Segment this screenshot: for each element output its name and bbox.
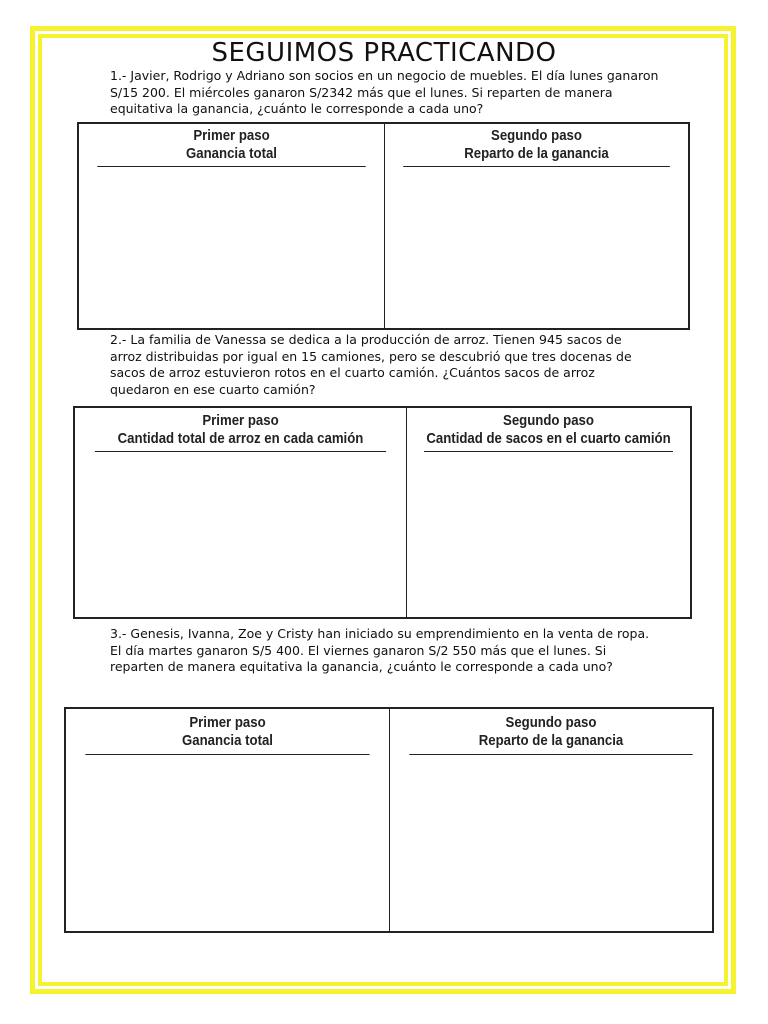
problem-1-col-2 — [384, 124, 688, 328]
problem-2-col-1-answer-area[interactable] — [75, 452, 406, 617]
problem-3-col-1-header — [85, 709, 369, 755]
problem-1-col-2-step: Segundo paso — [491, 127, 582, 144]
problem-3-col-2-label: Reparto de la ganancia — [478, 731, 624, 749]
problem-3-text: 3.- Genesis, Ivanna, Zoe y Cristy han iniciado su emprendimiento en la venta de ropa. El día martes ganaron S/5 400. El viernes ganaron S/2 550 más que el lunes. Si reparten de manera equitativa la ganancia, ¿cuánto le corresponde a cada uno? — [110, 626, 650, 674]
problem-1-text: 1.- Javier, Rodrigo y Adriano son socios en un negocio de muebles. El día lunes ganaron S/15 200. El miércoles ganaron S/2342 más que el lunes. Si reparten de manera equitativa la ganancia, ¿cuánto le corresponde a cada uno? — [110, 68, 659, 116]
problem-1-table — [77, 122, 690, 330]
problem-2-text: 2.- La familia de Vanessa se dedica a la producción de arroz. Tienen 945 sacos de arroz distribuidas por igual en 15 camiones, pero se descubrió que tres docenas de sacos de arroz estuvieron rotos en el cuarto camión. ¿Cuántos sacos de arroz quedaron en ese cuarto camión? — [110, 332, 632, 397]
problem-3-col-1-label: Ganancia total — [182, 731, 273, 749]
problem-3-col-2 — [389, 709, 712, 931]
problem-2-col-1-label: Cantidad total de arroz en cada camión — [117, 429, 364, 447]
problem-3-col-1-answer-area[interactable] — [66, 755, 389, 931]
problem-2-col-2-header — [424, 408, 673, 452]
problem-2-col-2-step: Segundo paso — [503, 411, 594, 429]
problem-1-col-2-header — [403, 124, 670, 167]
problem-2-table — [73, 406, 692, 619]
problem-3-col-1-step: Primer paso — [189, 713, 266, 731]
problem-2-col-2 — [406, 408, 690, 617]
problem-2-col-1-step: Primer paso — [202, 411, 279, 429]
problem-3-col-1 — [66, 709, 389, 931]
problem-3-col-2-header — [409, 709, 692, 755]
problem-1-col-2-answer-area[interactable] — [385, 167, 688, 328]
problem-2-col-1-header — [95, 408, 386, 452]
problem-1-col-1-answer-area[interactable] — [79, 167, 384, 328]
problem-1-col-2-label: Reparto de la ganancia — [464, 145, 609, 162]
problem-1-col-1-header — [97, 124, 365, 167]
problem-2-col-2-answer-area[interactable] — [407, 452, 690, 617]
problem-3-table — [64, 707, 714, 933]
problem-1-col-1-label: Ganancia total — [186, 145, 277, 162]
problem-2-col-2-label: Cantidad de sacos en el cuarto camión — [426, 429, 671, 447]
problem-3-col-2-step: Segundo paso — [505, 713, 597, 731]
problem-1-col-1 — [79, 124, 384, 328]
problem-2-col-1 — [75, 408, 406, 617]
page-title: SEGUIMOS PRACTICANDO — [211, 38, 557, 68]
problem-3-col-2-answer-area[interactable] — [390, 755, 712, 931]
problem-1-col-1-step: Primer paso — [193, 127, 270, 144]
